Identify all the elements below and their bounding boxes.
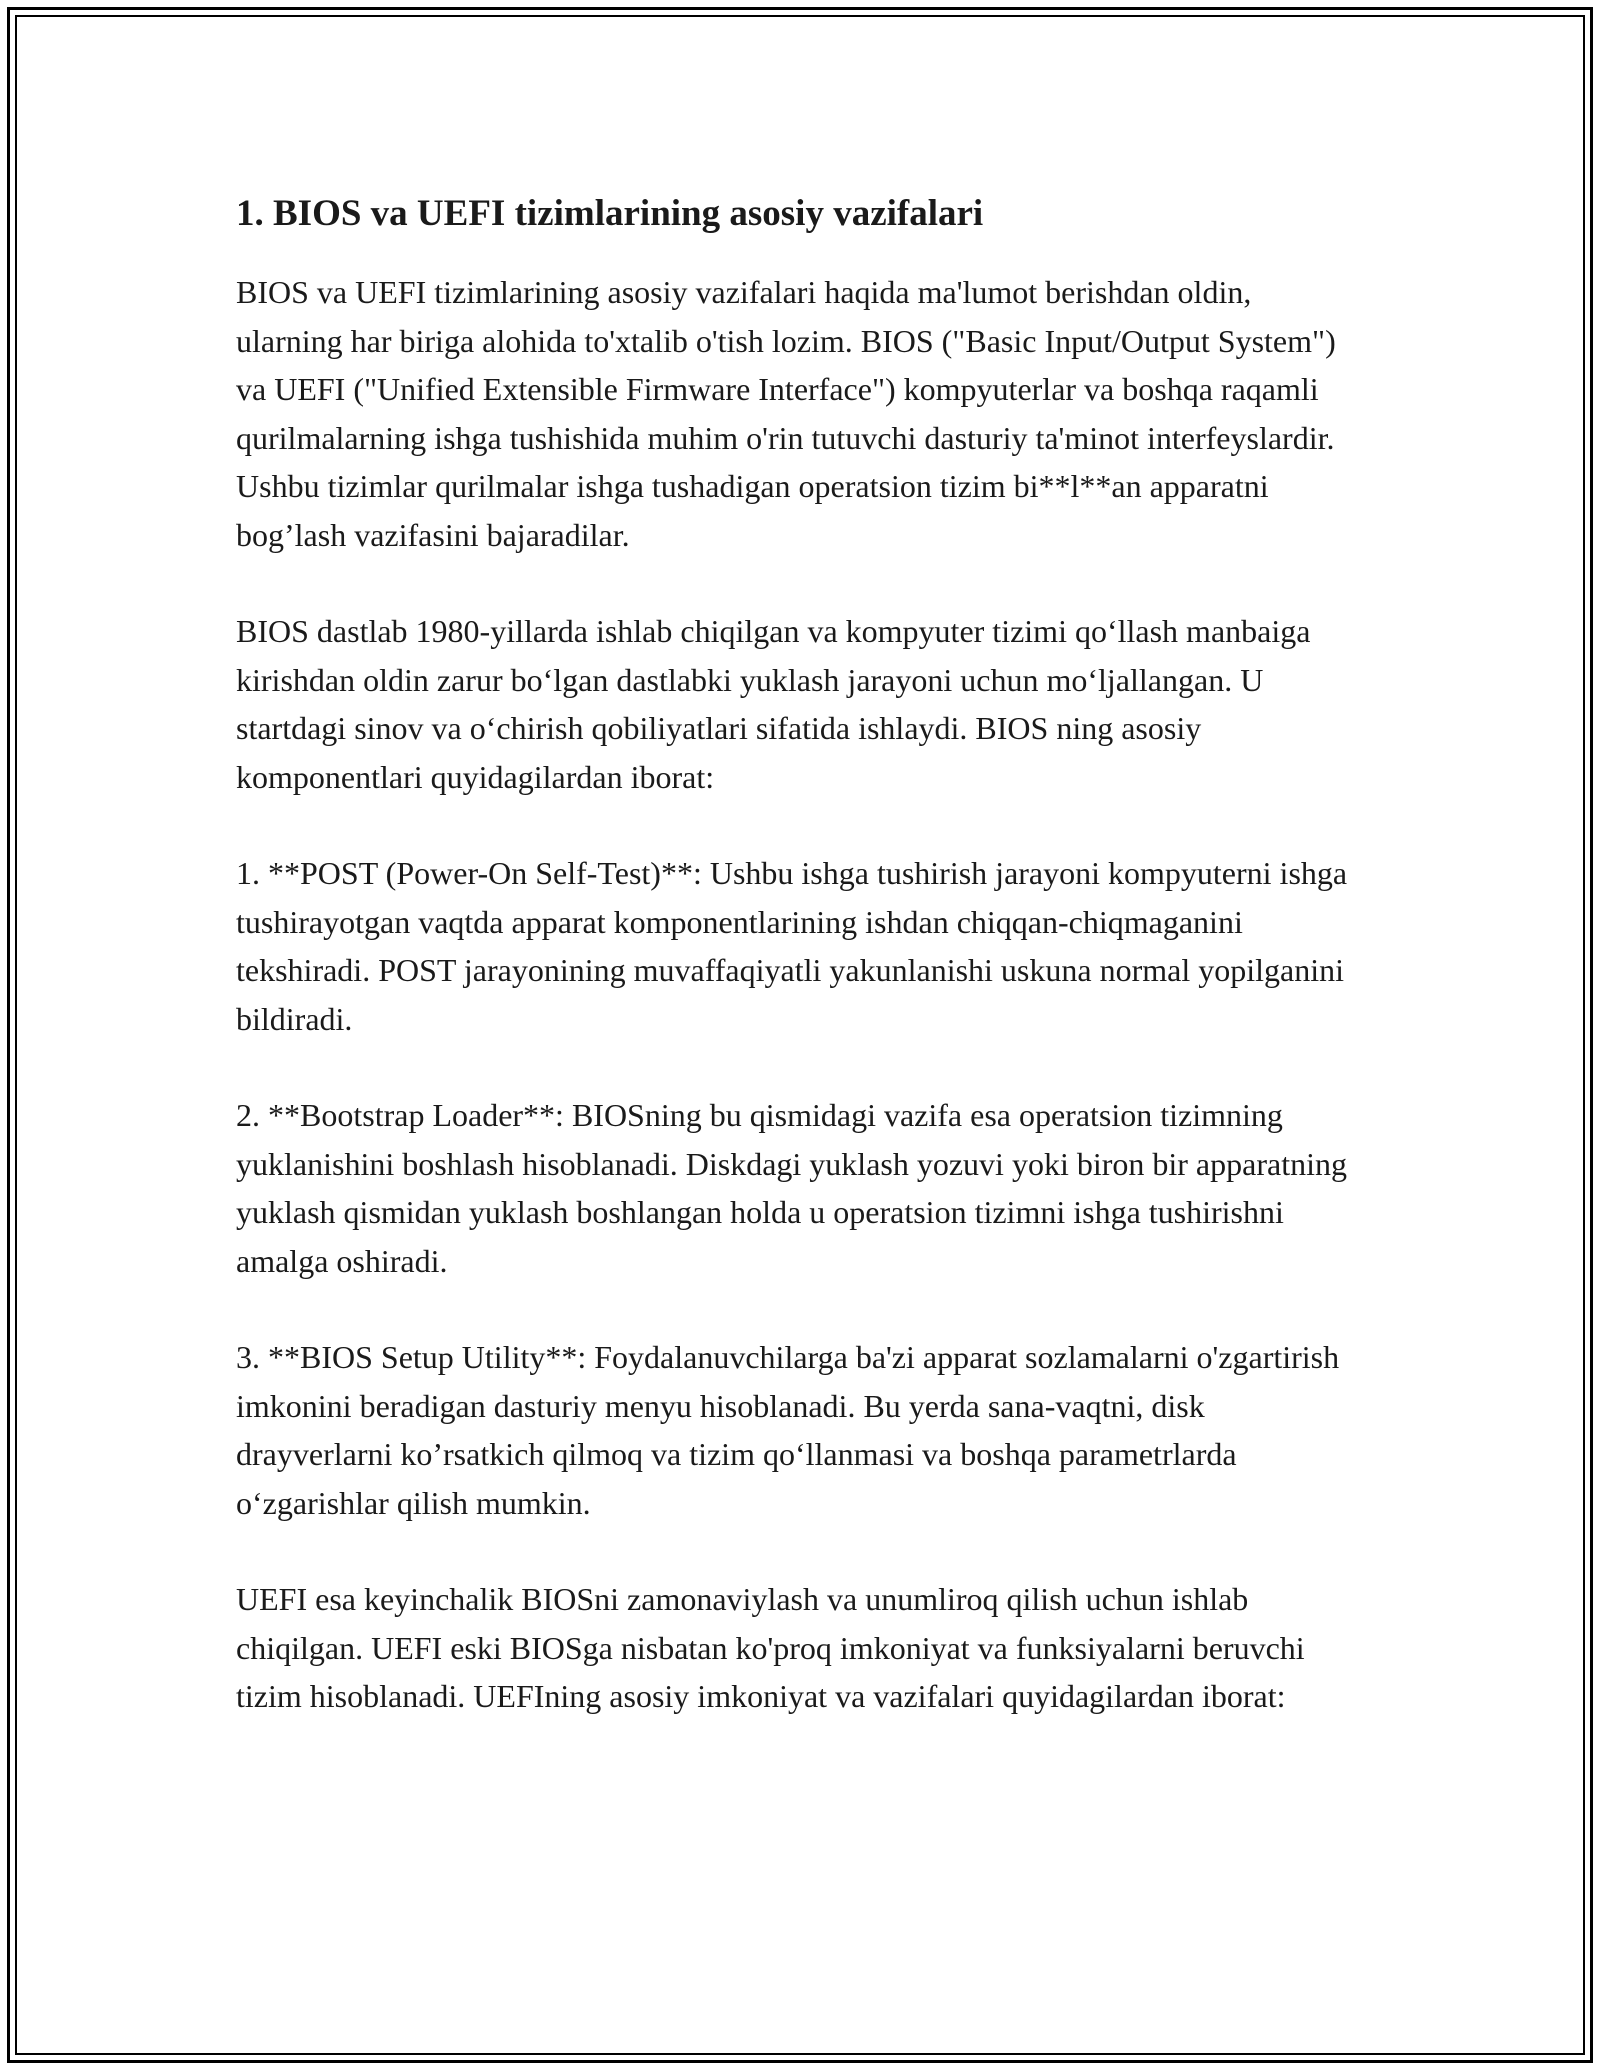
paragraph-uefi: UEFI esa keyinchalik BIOSni zamonaviylash va unumliroq qilish uchun ishlab chiqilgan. UEFI eski BIOSga nisbatan ko'proq imkoniyat va funksiyalarni beruvchi tizim hisoblanadi. UEFIning asosiy imkoniyat va vazifalari quyidagilardan iborat:: [236, 1581, 1305, 1714]
document-body: [236, 190, 1356, 1769]
paragraph-bios-history: BIOS dastlab 1980-yillarda ishlab chiqilgan va kompyuter tizimi qo‘llash manbaiga kirishdan oldin zarur bo‘lgan dastlabki yuklash jarayoni uchun mo‘ljallangan. U startdagi sinov va o‘chirish qobiliyatlari sifatida ishlaydi. BIOS ning asosiy komponentlari quyidagilardan iborat:: [236, 613, 1311, 795]
paragraph-intro: BIOS va UEFI tizimlarining asosiy vazifalari haqida ma'lumot berishdan oldin, ularning har biriga alohida to'xtalib o'tish lozim. BIOS ("Basic Input/Output System") va UEFI ("Unified Extensible Firmware Interface") kompyuterlar va boshqa raqamli qurilmalarning ishga tushishida muhim o'rin tutuvchi dasturiy ta'minot interfeyslardir. Ushbu tizimlar qurilmalar ishga tushadigan operatsion tizim bi**l**an apparatni bog’lash vazifasini bajaradilar.: [236, 274, 1336, 553]
paragraph-bios-setup-utility: 3. **BIOS Setup Utility**: Foydalanuvchilarga ba'zi apparat sozlamalarni o'zgartirish imkonini beradigan dasturiy menyu hisoblanadi. Bu yerda sana-vaqtni, disk drayverlarni ko’rsatkich qilmoq va tizim qo‘llanmasi va boshqa parametrlarda o‘zgarishlar qilish mumkin.: [236, 1339, 1340, 1521]
paragraph-bootstrap-loader: 2. **Bootstrap Loader**: BIOSning bu qismidagi vazifa esa operatsion tizimning yuklanishini boshlash hisoblanadi. Diskdagi yuklash yozuvi yoki biron bir apparatning yuklash qismidan yuklash boshlangan holda u operatsion tizimni ishga tushirishni amalga oshiradi.: [236, 1097, 1347, 1279]
paragraph-post: 1. **POST (Power-On Self-Test)**: Ushbu ishga tushirish jarayoni kompyuterni ishga tushirayotgan vaqtda apparat komponentlarining ishdan chiqqan-chiqmaganini tekshiradi. POST jarayonining muvaffaqiyatli yakunlanishi uskuna normal yopilganini bildiradi.: [236, 855, 1348, 1037]
section-heading: 1. BIOS va UEFI tizimlarining asosiy vazifalari: [236, 193, 984, 234]
